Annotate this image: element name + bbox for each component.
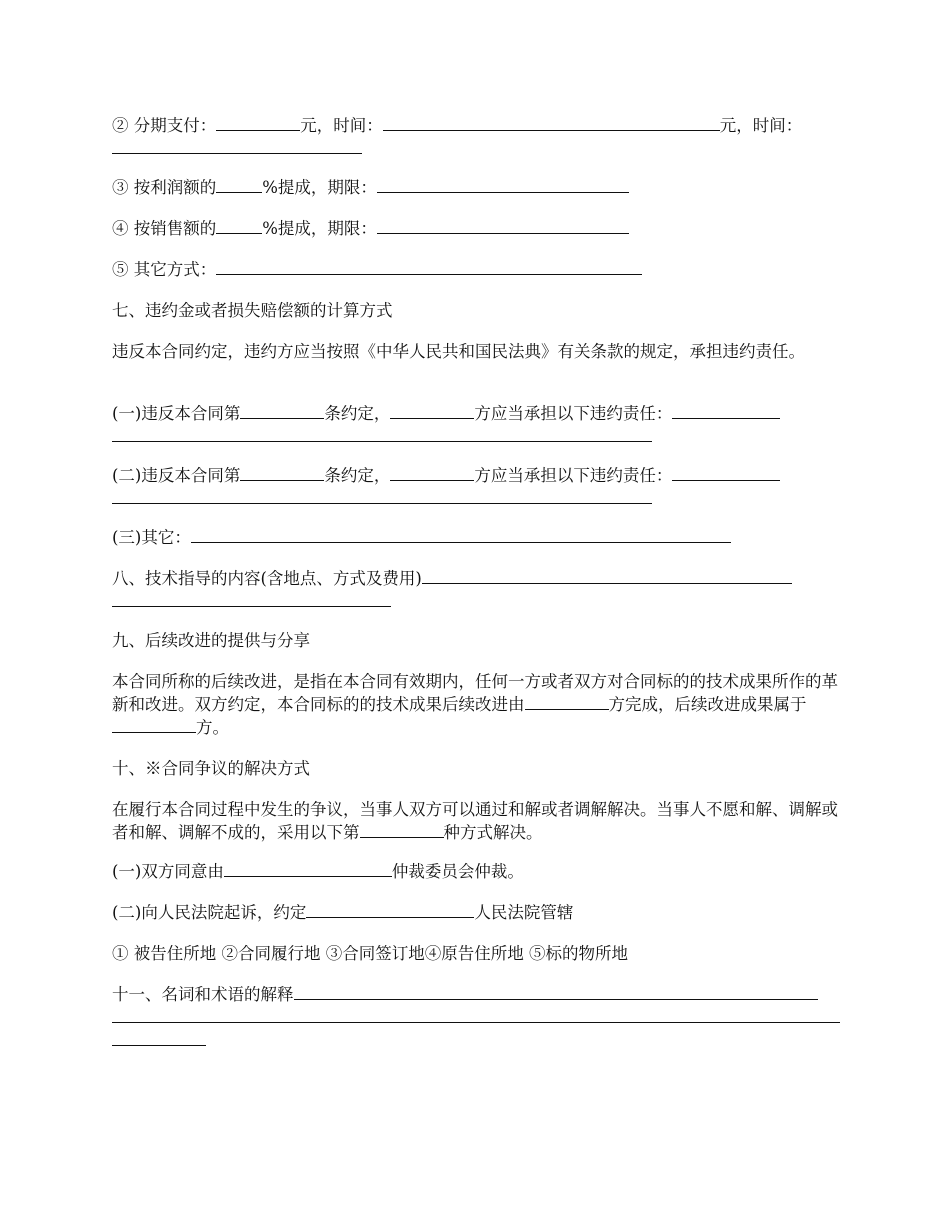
item2-article-blank[interactable] <box>240 464 324 481</box>
section10-body-part2: 种方式解决。 <box>443 823 543 842</box>
section7-item3 <box>112 526 840 549</box>
section7-intro: 违反本合同约定，违约方应当按照《中华人民共和国民法典》有关条款的规定，承担违约责任。 <box>112 342 805 361</box>
arbitration-committee-blank[interactable] <box>224 860 392 877</box>
section7-item1 <box>112 402 840 425</box>
arb-prefix: (一)双方同意由 <box>112 862 224 881</box>
section9-body-part3: 方。 <box>196 718 229 737</box>
profit-term-blank[interactable] <box>377 176 629 193</box>
venue-options: ① 被告住所地 ②合同履行地 ③合同签订地④原告住所地 ⑤标的物所地 <box>112 944 628 963</box>
court-suffix: 人民法院管辖 <box>474 903 574 922</box>
other-payment-blank[interactable] <box>216 258 642 275</box>
installment-prefix: ② 分期支付： <box>112 116 217 135</box>
court-prefix: (二)向人民法院起诉，约定 <box>112 903 307 922</box>
item2-mid1: 条约定， <box>324 466 391 485</box>
profit-mid: %提成，期限： <box>262 178 377 197</box>
section8-heading: 八、技术指导的内容(含地点、方式及费用) <box>112 569 422 588</box>
item2-mid2: 方应当承担以下违约责任： <box>474 466 673 485</box>
section7-heading: 七、违约金或者损失赔偿额的计算方式 <box>112 301 393 320</box>
section11-content-blank-cont2[interactable] <box>112 1029 206 1046</box>
section10-body-part1: 在履行本合同过程中发生的争议，当事人双方可以通过和解或者调解解决。当事人不愿和解、调解或者和解、调解不成的，采用以下第 <box>112 800 838 842</box>
section10-heading: 十、※合同争议的解决方式 <box>112 759 310 778</box>
court-name-blank[interactable] <box>306 901 474 918</box>
improvement-party-blank[interactable] <box>525 693 609 710</box>
section9-body-part1: 本合同所称的后续改进，是指在本合同有效期内，任何一方或者双方对合同标的的技术成果所作的革新和改进。双方约定，本合同标的的技术成果后续改进由 <box>112 672 838 714</box>
item3-other-blank[interactable] <box>191 526 731 543</box>
item2-prefix: (二)违反本合同第 <box>112 466 241 485</box>
section10-body <box>112 798 840 844</box>
installment-time-blank[interactable] <box>383 114 720 131</box>
item1-prefix: (一)违反本合同第 <box>112 404 241 423</box>
item2-liability-blank-cont[interactable] <box>112 487 652 504</box>
profit-percent-blank[interactable] <box>216 176 262 193</box>
section8-heading-line <box>112 567 840 590</box>
improvement-owner-blank[interactable] <box>112 716 196 733</box>
installment-time2-blank[interactable] <box>112 137 362 154</box>
section11-heading-line <box>112 983 840 1006</box>
item3-prefix: (三)其它： <box>112 528 191 547</box>
section8-content-blank[interactable] <box>422 567 792 584</box>
item2-party-blank[interactable] <box>390 464 474 481</box>
profit-clause <box>112 176 840 199</box>
section7-item2 <box>112 464 840 487</box>
item1-liability-blank-cont[interactable] <box>112 425 652 442</box>
sales-term-blank[interactable] <box>377 217 629 234</box>
arb-suffix: 仲裁委员会仲裁。 <box>391 862 524 881</box>
profit-prefix: ③ 按利润额的 <box>112 178 217 197</box>
dispute-method-blank[interactable] <box>360 821 444 838</box>
item2-liability-blank[interactable] <box>672 464 780 481</box>
item1-mid1: 条约定， <box>324 404 391 423</box>
sales-mid: %提成，期限： <box>262 219 377 238</box>
installment-clause <box>112 114 840 137</box>
other-payment-clause <box>112 258 840 281</box>
section9-body-part2: 方完成，后续改进成果属于 <box>608 695 807 714</box>
arbitration-clause <box>112 860 840 883</box>
installment-unit2: 元，时间： <box>719 116 803 135</box>
section11-content-blank[interactable] <box>294 983 818 1000</box>
section9-body <box>112 670 840 739</box>
item1-mid2: 方应当承担以下违约责任： <box>474 404 673 423</box>
item1-party-blank[interactable] <box>390 402 474 419</box>
section9-heading: 九、后续改进的提供与分享 <box>112 631 310 650</box>
section8-content-blank-cont[interactable] <box>112 590 391 607</box>
sales-prefix: ④ 按销售额的 <box>112 219 217 238</box>
item1-article-blank[interactable] <box>240 402 324 419</box>
court-clause <box>112 901 840 924</box>
sales-percent-blank[interactable] <box>216 217 262 234</box>
section11-content-blank-cont1[interactable] <box>112 1006 840 1023</box>
sales-clause <box>112 217 840 240</box>
installment-unit1: 元，时间： <box>300 116 383 135</box>
installment-amount-blank[interactable] <box>216 114 300 131</box>
other-prefix: ⑤ 其它方式： <box>112 260 217 279</box>
section11-heading: 十一、名词和术语的解释 <box>112 985 294 1004</box>
item1-liability-blank[interactable] <box>672 402 780 419</box>
